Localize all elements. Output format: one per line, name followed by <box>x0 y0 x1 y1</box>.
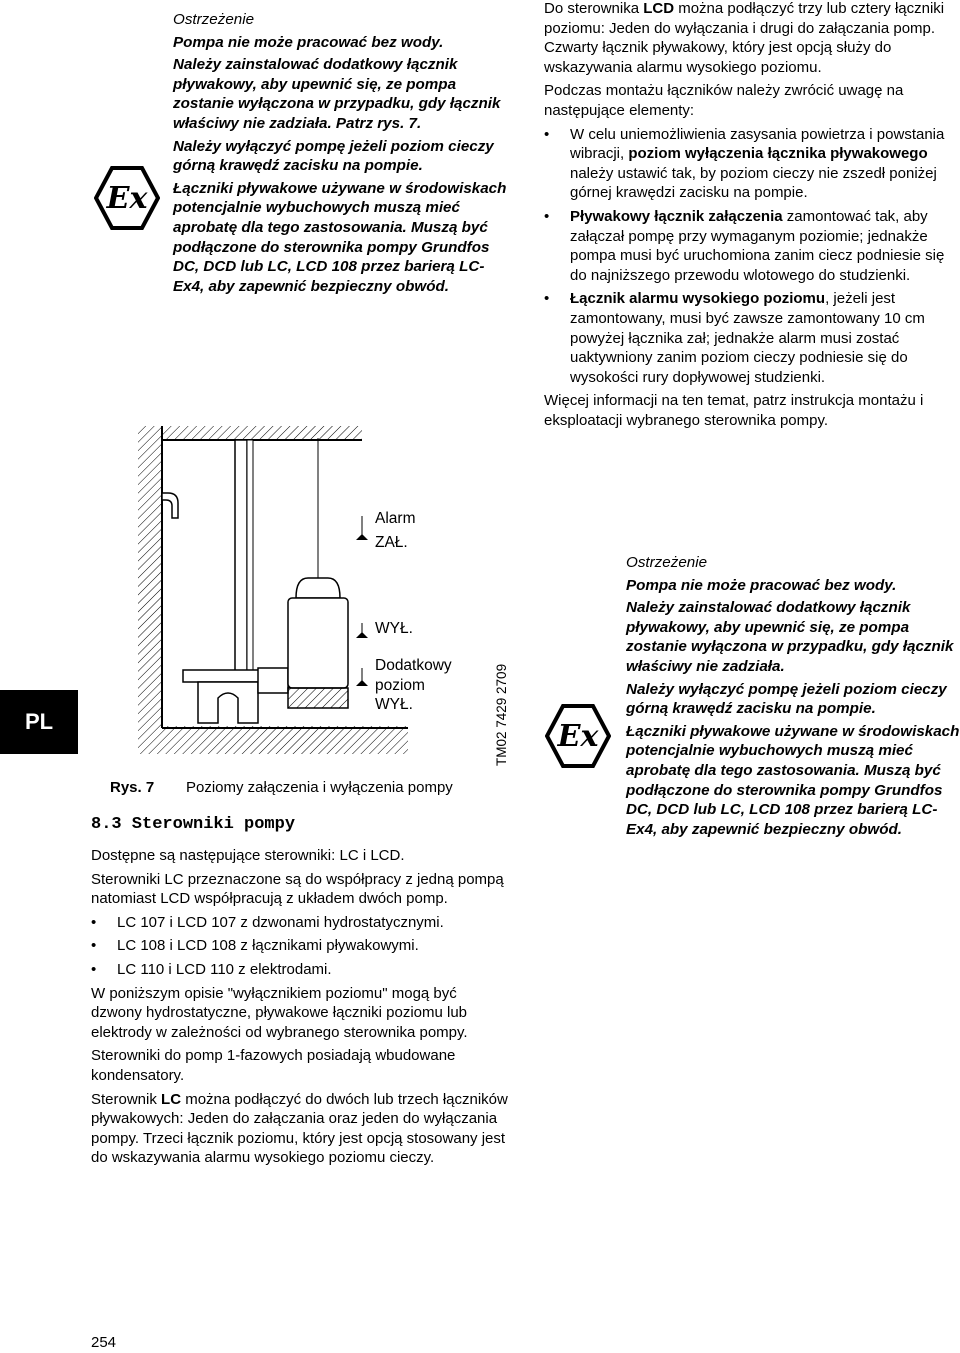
text-run: można podłączyć trzy lub cztery łączniki poziomu: Jeden do wyłączania i drugi do załączania pomp. Czwarty łącznik pływakowy, który jest opcją służy do wskazywania alarmu wysokiego poziomu. <box>544 0 945 76</box>
paragraph: Więcej informacji na ten temat, patrz instrukcja montażu i eksploatacji wybranego sterownika pompy. <box>544 392 924 429</box>
paragraph: Sterowniki do pomp 1-fazowych posiadają wbudowane kondensatory. <box>91 1047 456 1084</box>
section-body <box>91 846 511 1172</box>
svg-text:Ex: Ex <box>557 719 599 754</box>
label-extra-line: poziom <box>375 676 425 694</box>
warning-line: Należy zainstalować dodatkowy łącznik pływakowy, aby upewnić się, ze pompa zostanie wyłączona w przypadku, gdy łącznik właściwy nie zadziała. Patrz rys. 7. <box>173 56 501 132</box>
warning-line: Pompa nie może pracować bez wody. <box>626 576 897 594</box>
right-column <box>544 0 958 434</box>
warning-line: Należy zainstalować dodatkowy łącznik pływakowy, aby upewnić się, ze pompa zostanie wyłączona w przypadku, gdy łącznik właściwy nie zadziała. <box>626 599 954 675</box>
label-extra-off <box>375 656 452 715</box>
list-item: • LC 107 i LCD 107 z dzwonami hydrostatycznymi. <box>91 913 511 933</box>
text-run-bold: Pływakowy łącznik załączenia <box>570 207 783 225</box>
text-run: zamontować tak, aby załączał pompę przy wymaganym poziomie; jednakże pompa musi być uruchomiona zanim ciecz podniesie się do najniższego przewodu wlotowego do studzienki. <box>570 207 945 284</box>
warning-title: Ostrzeżenie <box>173 11 255 28</box>
warning-line: Należy wyłączyć pompę jeżeli poziom cieczy górną krawędź zacisku na pompie. <box>173 137 494 175</box>
figure-caption-number: Rys. 7 <box>110 779 155 796</box>
label-off: WYŁ. <box>375 620 413 637</box>
warning-line: Łączniki pływakowe używane w środowiskach potencjalnie wybuchowych muszą mieć aprobatę dla tego zastosowania. Muszą być podłączone do sterownika pompy Grundfos DC, DCD lub LC, LCD 108 przez barierą LC-Ex4, aby zapewnić bezpieczny obwód. <box>173 179 507 295</box>
paragraph <box>91 1090 511 1168</box>
paragraph: Sterowniki LC przeznaczone są do współpracy z jedną pompą natomiast LCD współpracują z układem dwóch pomp. <box>91 870 504 908</box>
installation-list <box>544 125 958 388</box>
text-run-bold: poziom wyłączenia łącznika pływakowego <box>628 145 928 163</box>
svg-text:Ex: Ex <box>106 181 148 216</box>
list-item <box>544 207 958 285</box>
paragraph: W poniższym opisie "wyłącznikiem poziomu" mogą być dzwony hydrostatyczne, pływakowe łączniki poziomu lub elektrody w zależności od wybranego sterownika pompy. <box>91 984 468 1041</box>
language-tab <box>0 690 78 754</box>
figure-caption-text: Poziomy załączenia i wyłączenia pompy <box>186 779 453 796</box>
text-run: Do sterownika <box>544 0 644 17</box>
figure-code: TM02 7429 2709 <box>494 663 509 766</box>
controller-list <box>91 913 511 980</box>
ex-hazard-icon <box>94 166 160 230</box>
section-heading: 8.3 Sterowniki pompy <box>91 815 296 834</box>
text-run-bold: LC <box>161 1090 182 1108</box>
ex-hazard-icon <box>545 704 611 768</box>
list-item: • LC 108 i LCD 108 z łącznikami pływakowymi. <box>91 936 511 956</box>
text-run-bold: Łącznik alarmu wysokiego poziomu <box>570 290 826 308</box>
page-number: 254 <box>91 1334 117 1351</box>
warning-line: Łączniki pływakowe używane w środowiskach potencjalnie wybuchowych muszą mieć aprobatę dla tego zastosowania. Muszą być podłączone do sterownika pompy Grundfos DC, DCD lub LC, LCD 108 przez barierą LC-Ex4, aby zapewnić bezpieczny obwód. <box>626 722 960 838</box>
paragraph <box>544 0 958 77</box>
label-extra-line: Dodatkowy <box>375 657 452 674</box>
warning-box-left <box>173 10 508 299</box>
text-run-bold: LCD <box>643 0 675 17</box>
list-item <box>544 125 958 203</box>
text-run: Sterownik <box>91 1090 162 1108</box>
warning-line: Pompa nie może pracować bez wody. <box>173 33 444 51</box>
label-alarm: Alarm <box>375 510 416 527</box>
label-on: ZAŁ. <box>375 534 408 551</box>
label-extra-line: WYŁ. <box>375 696 413 713</box>
list-item <box>544 289 958 387</box>
text-run: , jeżeli jest zamontowany, musi być zawsze zamontowany 10 cm powyżej łącznika zał; jednakże alarm musi zostać uaktywniony zanim poziom cieczy podniesie się do wysokości rury dopływowej studzienki. <box>570 290 925 386</box>
paragraph: Podczas montażu łączników należy zwrócić uwagę na następujące elementy: <box>544 82 904 119</box>
text-run: należy ustawić tak, by poziom cieczy nie zszedł poniżej górnej krawędzi zacisku na pompie. <box>570 164 937 202</box>
text-run: W celu uniemożliwienia zasysania powietrza i powstania wibracji, <box>570 125 945 163</box>
warning-title: Ostrzeżenie <box>626 554 708 571</box>
language-tab-label: PL <box>24 709 54 734</box>
text-run: można podłączyć do dwóch lub trzech łączników pływakowych: Jeden do załączania oraz jeden do wyłączania pompy. Trzeci łącznik poziomu, który jest opcją stosowany jest do wskazywania alarmu wysokiego poziomu cieczy. <box>91 1090 508 1167</box>
warning-line: Należy wyłączyć pompę jeżeli poziom cieczy górną krawędź zacisku na pompie. <box>626 680 947 718</box>
paragraph: Dostępne są następujące sterowniki: LC i LCD. <box>91 847 405 864</box>
warning-box-right <box>626 553 960 842</box>
list-item: • LC 110 i LCD 110 z elektrodami. <box>91 960 511 980</box>
